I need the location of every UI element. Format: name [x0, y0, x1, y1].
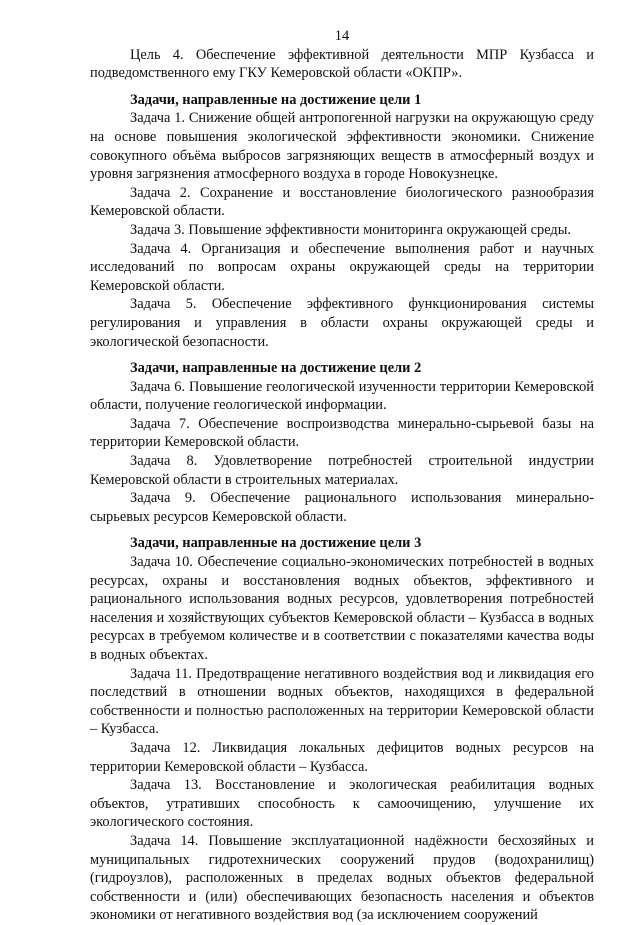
goal-4-paragraph: Цель 4. Обеспечение эффективной деятельности МПР Кузбасса и подведомственного ему ГКУ Кемеровской области «ОКПР».	[90, 46, 594, 82]
task-1: Задача 1. Снижение общей антропогенной нагрузки на окружающую среду на основе повышения экологической эффективности экономики. Снижение совокупного объёма выбросов загрязняющих веществ в атмосферный воздух и уровня загрязнения атмосферного воздуха в городе Новокузнецке.	[90, 110, 594, 183]
task-4: Задача 4. Организация и обеспечение выполнения работ и научных исследований по вопросам охраны окружающей среды на территории Кемеровской области.	[90, 240, 594, 294]
task-2: Задача 2. Сохранение и восстановление биологического разнообразия Кемеровской области.	[90, 184, 594, 220]
task-10: Задача 10. Обеспечение социально-экономических потребностей в водных ресурсах, охраны и восстановления водных объектов, эффективного и рационального использования водных ресурсов, удовлетворения потребностей населения и хозяйствующих субъектов Кемеровской области – Кузбасса в водных ресурсах в требуемом количестве и в соответствии с показателями качества воды в водных объектах.	[90, 554, 594, 663]
section-heading-goal-1: Задачи, направленные на достижение цели 1	[130, 91, 422, 108]
task-14: Задача 14. Повышение эксплуатационной надёжности бесхозяйных и муниципальных гидротехнических сооружений прудов (водохранилищ) (гидроузлов), расположенных в пределах водных объектов федеральной собственности и (или) обеспечивающих безопасность населения и объектов экономики от негативного воздействия вод (за исключением сооружений	[90, 832, 594, 924]
section-heading-goal-3: Задачи, направленные на достижение цели 3	[130, 535, 422, 552]
task-11: Задача 11. Предотвращение негативного воздействия вод и ликвидация его последствий в отношении водных объектов, находящихся в федеральной собственности и полностью расположенных на территории Кемеровской области – Кузбасса.	[90, 665, 594, 738]
task-8: Задача 8. Удовлетворение потребностей строительной индустрии Кемеровской области в строительных материалах.	[90, 453, 594, 488]
task-12: Задача 12. Ликвидация локальных дефицитов водных ресурсов на территории Кемеровской области – Кузбасса.	[90, 739, 594, 775]
task-7: Задача 7. Обеспечение воспроизводства минерально-сырьевой базы на территории Кемеровской области.	[90, 415, 594, 451]
task-3: Задача 3. Повышение эффективности мониторинга окружающей среды.	[130, 221, 572, 238]
page-number: 14	[334, 28, 350, 44]
task-9: Задача 9. Обеспечение рационального использования минерально-сырьевых ресурсов Кемеровской области.	[90, 490, 594, 525]
task-5: Задача 5. Обеспечение эффективного функционирования системы регулирования и управления в области охраны окружающей среды и экологической безопасности.	[90, 296, 594, 350]
section-heading-goal-2: Задачи, направленные на достижение цели 2	[130, 360, 422, 377]
task-6: Задача 6. Повышение геологической изученности территории Кемеровской области, получение геологической информации.	[90, 378, 594, 414]
task-13: Задача 13. Восстановление и экологическая реабилитация водных объектов, утративших способность к самоочищению, улучшение их экологического состояния.	[90, 777, 594, 831]
